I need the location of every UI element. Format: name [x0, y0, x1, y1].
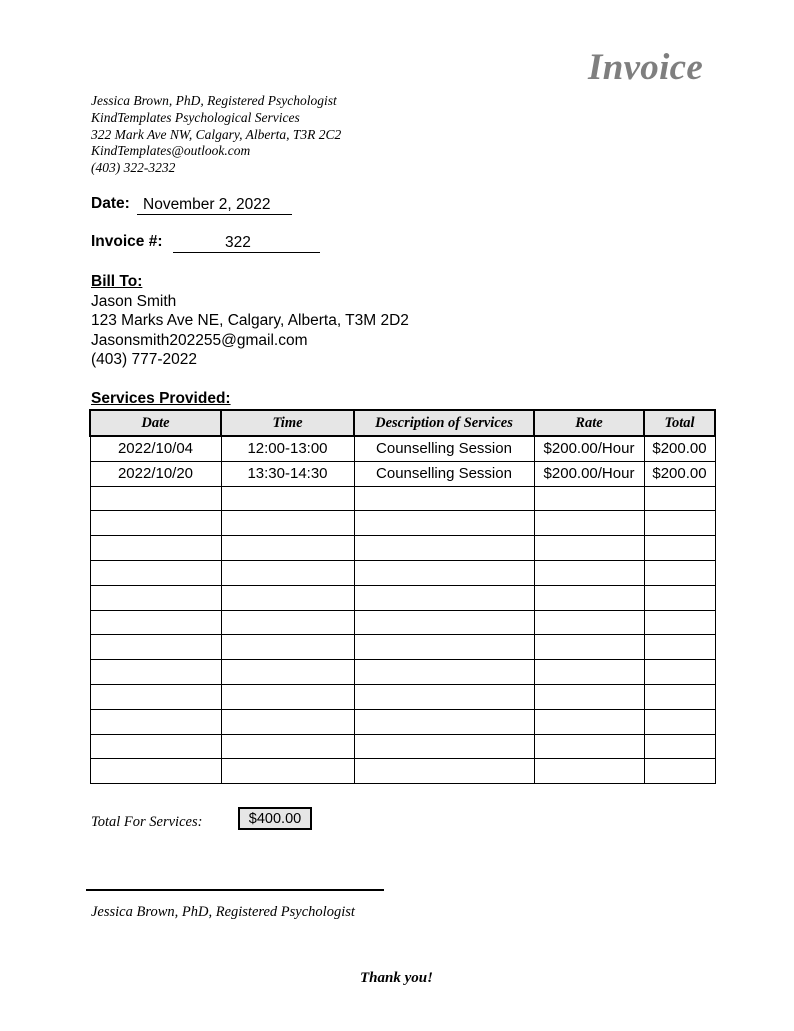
provider-company: KindTemplates Psychological Services: [91, 109, 300, 125]
cell-time: [221, 610, 354, 635]
cell-time: [221, 560, 354, 585]
cell-total: $200.00: [644, 436, 715, 461]
cell-time: 13:30-14:30: [221, 461, 354, 486]
services-table: [89, 409, 716, 784]
cell-total: [644, 511, 715, 536]
table-row: [90, 660, 715, 685]
cell-description: [354, 759, 534, 784]
cell-total: [644, 486, 715, 511]
cell-rate: [534, 610, 644, 635]
signature-name: Jessica Brown, PhD, Registered Psychologist: [91, 904, 355, 920]
provider-phone: (403) 322-3232: [91, 160, 176, 176]
cell-rate: [534, 536, 644, 561]
table-row: [90, 436, 715, 461]
cell-time: [221, 734, 354, 759]
cell-date: 2022/10/20: [90, 461, 221, 486]
invoice-number-row: [91, 233, 251, 251]
table-row: [90, 511, 715, 536]
table-row: [90, 536, 715, 561]
cell-date: [90, 486, 221, 511]
cell-total: [644, 684, 715, 709]
services-heading: Services Provided:: [91, 390, 231, 407]
date-value: November 2, 2022: [137, 195, 292, 215]
client-name: Jason Smith: [91, 293, 177, 310]
cell-date: [90, 660, 221, 685]
table-row: [90, 585, 715, 610]
invoice-title: Invoice: [588, 47, 704, 88]
table-row: [90, 610, 715, 635]
cell-total: [644, 734, 715, 759]
cell-time: [221, 635, 354, 660]
cell-description: [354, 511, 534, 536]
cell-description: [354, 734, 534, 759]
header-total: Total: [644, 410, 715, 436]
cell-time: [221, 486, 354, 511]
closing-text: Thank you!: [360, 970, 433, 986]
signature-line: [86, 889, 384, 891]
cell-description: [354, 635, 534, 660]
cell-total: [644, 709, 715, 734]
cell-total: [644, 536, 715, 561]
cell-total: [644, 585, 715, 610]
table-row: [90, 635, 715, 660]
header-description: Description of Services: [354, 410, 534, 436]
cell-rate: $200.00/Hour: [534, 436, 644, 461]
table-row: [90, 461, 715, 486]
cell-description: [354, 560, 534, 585]
cell-time: [221, 684, 354, 709]
cell-description: [354, 536, 534, 561]
cell-rate: [534, 635, 644, 660]
cell-date: [90, 734, 221, 759]
cell-time: [221, 660, 354, 685]
client-phone: (403) 777-2022: [91, 350, 197, 368]
cell-date: [90, 759, 221, 784]
header-time: Time: [221, 410, 354, 436]
cell-rate: [534, 585, 644, 610]
cell-rate: [534, 486, 644, 511]
provider-address: 322 Mark Ave NW, Calgary, Alberta, T3R 2C2: [91, 126, 342, 142]
bill-to-heading: Bill To:: [91, 273, 143, 290]
client-email: Jasonsmith202255@gmail.com: [91, 331, 308, 349]
cell-date: [90, 709, 221, 734]
cell-description: [354, 660, 534, 685]
cell-date: [90, 635, 221, 660]
cell-description: [354, 585, 534, 610]
cell-rate: $200.00/Hour: [534, 461, 644, 486]
table-row: [90, 684, 715, 709]
cell-date: [90, 585, 221, 610]
bill-to-info: [91, 292, 409, 369]
cell-time: 12:00-13:00: [221, 436, 354, 461]
cell-rate: [534, 734, 644, 759]
cell-rate: [534, 709, 644, 734]
cell-description: [354, 709, 534, 734]
table-row: [90, 560, 715, 585]
cell-rate: [534, 660, 644, 685]
cell-total: [644, 560, 715, 585]
total-label: Total For Services:: [91, 814, 203, 830]
cell-description: [354, 486, 534, 511]
cell-date: [90, 536, 221, 561]
table-row: [90, 734, 715, 759]
cell-time: [221, 759, 354, 784]
total-value: $400.00: [238, 807, 312, 830]
date-row: [91, 195, 271, 213]
cell-time: [221, 709, 354, 734]
cell-total: $200.00: [644, 461, 715, 486]
header-date: Date: [90, 410, 221, 436]
cell-rate: [534, 684, 644, 709]
date-label: Date:: [91, 195, 130, 212]
table-row: [90, 486, 715, 511]
cell-total: [644, 759, 715, 784]
cell-total: [644, 660, 715, 685]
table-row: [90, 759, 715, 784]
cell-description: [354, 684, 534, 709]
provider-email: KindTemplates@outlook.com: [91, 143, 251, 159]
header-rate: Rate: [534, 410, 644, 436]
cell-total: [644, 635, 715, 660]
cell-rate: [534, 511, 644, 536]
cell-time: [221, 585, 354, 610]
cell-total: [644, 610, 715, 635]
cell-description: Counselling Session: [354, 461, 534, 486]
cell-description: Counselling Session: [354, 436, 534, 461]
table-header-row: [90, 410, 715, 436]
cell-description: [354, 610, 534, 635]
provider-info: [91, 93, 341, 177]
cell-date: 2022/10/04: [90, 436, 221, 461]
cell-date: [90, 511, 221, 536]
invoice-number-label: Invoice #:: [91, 233, 163, 250]
invoice-number-value: 322: [225, 234, 251, 251]
cell-date: [90, 684, 221, 709]
cell-rate: [534, 759, 644, 784]
invoice-number-field: [173, 233, 320, 253]
cell-date: [90, 560, 221, 585]
cell-time: [221, 536, 354, 561]
provider-name: Jessica Brown, PhD, Registered Psychologist: [91, 93, 337, 108]
client-address: 123 Marks Ave NE, Calgary, Alberta, T3M 2D2: [91, 312, 409, 330]
cell-date: [90, 610, 221, 635]
table-row: [90, 709, 715, 734]
cell-time: [221, 511, 354, 536]
cell-rate: [534, 560, 644, 585]
